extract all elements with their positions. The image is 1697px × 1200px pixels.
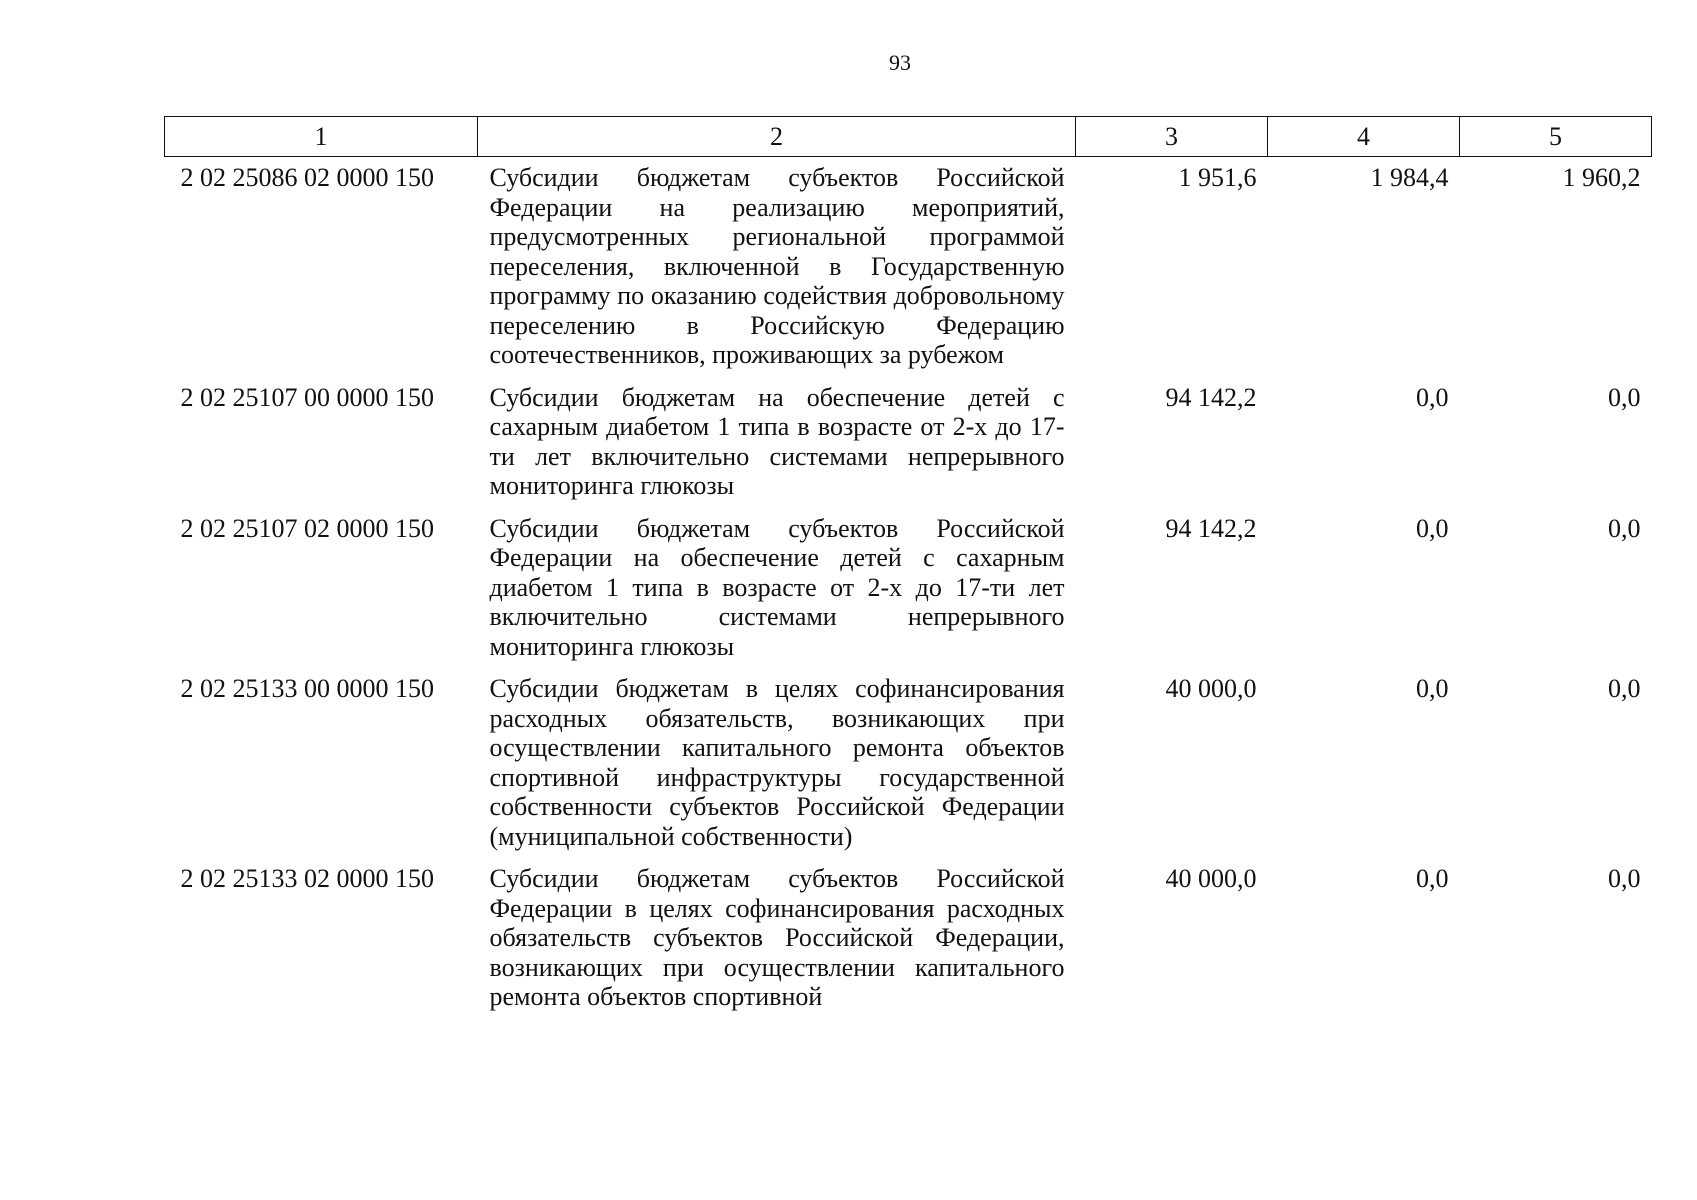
table-row (165, 674, 1652, 864)
budget-table (164, 116, 1652, 1025)
row-amount-col-5: 1 960,2 (1562, 163, 1641, 192)
table-body (165, 157, 1652, 1025)
row-amount-col-5: 0,0 (1608, 864, 1641, 893)
row-amount-col-3: 1 951,6 (1178, 163, 1257, 192)
row-amount-col-4: 0,0 (1416, 513, 1449, 543)
row-amount-col-5: 0,0 (1608, 513, 1641, 543)
row-amount-col-5: 0,0 (1608, 382, 1641, 412)
table-row (165, 383, 1652, 514)
row-amount-col-3: 40 000,0 (1165, 674, 1257, 703)
row-code: 2 02 25133 02 0000 150 (180, 864, 434, 893)
row-code: 2 02 25133 00 0000 150 (180, 674, 434, 703)
table-row (165, 157, 1652, 383)
row-amount-col-4: 0,0 (1416, 382, 1449, 412)
row-code: 2 02 25107 02 0000 150 (180, 513, 434, 543)
table-row (165, 864, 1652, 1025)
header-col-1: 1 (165, 117, 478, 157)
table-header (165, 117, 1652, 157)
header-col-5: 5 (1460, 117, 1652, 157)
row-description: Субсидии бюджетам субъектов Российской Федерации на реализацию мероприятий, предусмотренных региональной программой переселения, включенной в Государственную программу по оказанию содействия добровольному переселению в Российскую Федерацию соотечественников, проживающих за рубежом (489, 163, 1065, 369)
row-amount-col-3: 40 000,0 (1165, 864, 1257, 893)
row-description: Субсидии бюджетам на обеспечение детей с сахарным диабетом 1 типа в возрасте от 2-х до 17-ти лет включительно системами непрерывного мониторинга глюкозы (489, 382, 1065, 500)
row-description: Субсидии бюджетам субъектов Российской Федерации на обеспечение детей с сахарным диабетом 1 типа в возрасте от 2-х до 17-ти лет включительно системами непрерывного мониторинга глюкозы (489, 513, 1065, 661)
row-amount-col-4: 0,0 (1416, 864, 1449, 893)
row-amount-col-5: 0,0 (1608, 674, 1641, 703)
header-col-2: 2 (478, 117, 1076, 157)
row-description: Субсидии бюджетам в целях софинансирования расходных обязательств, возникающих при осуществлении капитального ремонта объектов спортивной инфраструктуры государственной собственности субъектов Российской Федерации (муниципальной собственности) (489, 674, 1065, 851)
row-description: Субсидии бюджетам субъектов Российской Федерации в целях софинансирования расходных обязательств субъектов Российской Федерации, возникающих при осуществлении капитального ремонта объектов спортивной (489, 864, 1065, 1011)
row-code: 2 02 25107 00 0000 150 (180, 382, 434, 412)
row-code: 2 02 25086 02 0000 150 (180, 163, 434, 192)
row-amount-col-3: 94 142,2 (1165, 513, 1257, 543)
row-amount-col-3: 94 142,2 (1165, 382, 1257, 412)
header-col-4: 4 (1268, 117, 1460, 157)
header-row (165, 117, 1652, 157)
page-number: 93 (889, 50, 911, 75)
row-amount-col-4: 0,0 (1416, 674, 1449, 703)
row-amount-col-4: 1 984,4 (1370, 163, 1449, 192)
header-col-3: 3 (1076, 117, 1268, 157)
table-row (165, 514, 1652, 675)
